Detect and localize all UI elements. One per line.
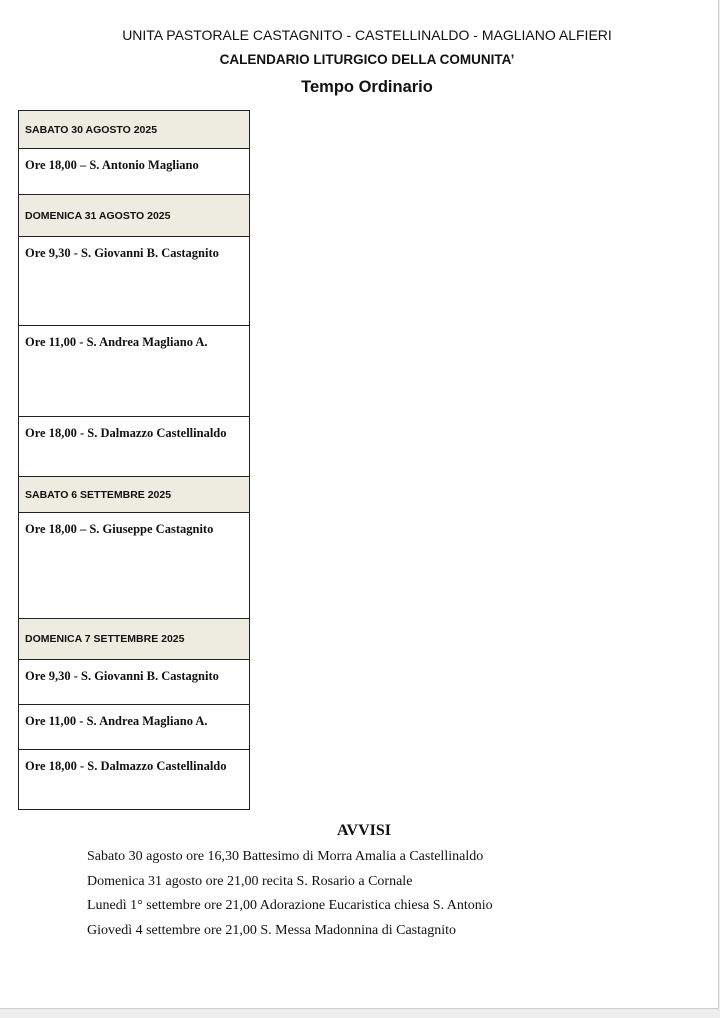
schedule-mass-row: [19, 513, 250, 619]
announcements-list: [87, 849, 493, 947]
announcement-item: Domenica 31 agosto ore 21,00 recita S. Rosario a Cornale: [87, 873, 413, 889]
schedule-mass-row: [19, 149, 250, 195]
schedule-mass-row: [19, 705, 250, 750]
announcement-item: Lunedì 1° settembre ore 21,00 Adorazione Eucaristica chiesa S. Antonio: [87, 898, 493, 913]
schedule-mass-cell: Ore 18,00 – S. Giuseppe Castagnito: [19, 513, 250, 619]
schedule-mass-row: [19, 326, 250, 417]
announcements-title: AVVISI: [337, 822, 391, 839]
liturgical-season: Tempo Ordinario: [301, 78, 433, 96]
schedule-mass-cell: Ore 18,00 - S. Dalmazzo Castellinaldo: [19, 750, 250, 810]
schedule-day-row: [19, 619, 250, 660]
schedule-day-cell: DOMENICA 7 SETTEMBRE 2025: [19, 619, 250, 660]
schedule-mass-cell: Ore 11,00 - S. Andrea Magliano A.: [19, 705, 250, 750]
announcement-item: Sabato 30 agosto ore 16,30 Battesimo di Morra Amalia a Castellinaldo: [87, 849, 484, 864]
schedule-mass-row: [19, 417, 250, 477]
schedule-mass-cell: Ore 9,30 - S. Giovanni B. Castagnito: [19, 237, 250, 326]
schedule-mass-row: [19, 750, 250, 810]
schedule-day-cell: DOMENICA 31 AGOSTO 2025: [19, 195, 250, 237]
schedule-day-row: [19, 195, 250, 237]
schedule-day-row: [19, 477, 250, 513]
schedule-mass-cell: Ore 18,00 - S. Dalmazzo Castellinaldo: [19, 417, 250, 477]
schedule-mass-cell: Ore 18,00 – S. Antonio Magliano: [19, 149, 250, 195]
schedule-day-cell: SABATO 6 SETTEMBRE 2025: [19, 477, 250, 513]
parish-unit-heading: UNITA PASTORALE CASTAGNITO - CASTELLINALDO - MAGLIANO ALFIERI: [122, 27, 612, 43]
schedule-mass-cell: Ore 11,00 - S. Andrea Magliano A.: [19, 326, 250, 417]
announcement-item: Giovedì 4 settembre ore 21,00 S. Messa Madonnina di Castagnito: [87, 922, 456, 938]
schedule-mass-row: [19, 237, 250, 326]
calendar-title: CALENDARIO LITURGICO DELLA COMUNITA’: [219, 52, 515, 67]
schedule-day-cell: SABATO 30 AGOSTO 2025: [19, 111, 250, 149]
schedule-day-row: [19, 111, 250, 149]
mass-schedule-table: [18, 110, 250, 810]
schedule-mass-cell: Ore 9,30 - S. Giovanni B. Castagnito: [19, 660, 250, 705]
schedule-mass-row: [19, 660, 250, 705]
